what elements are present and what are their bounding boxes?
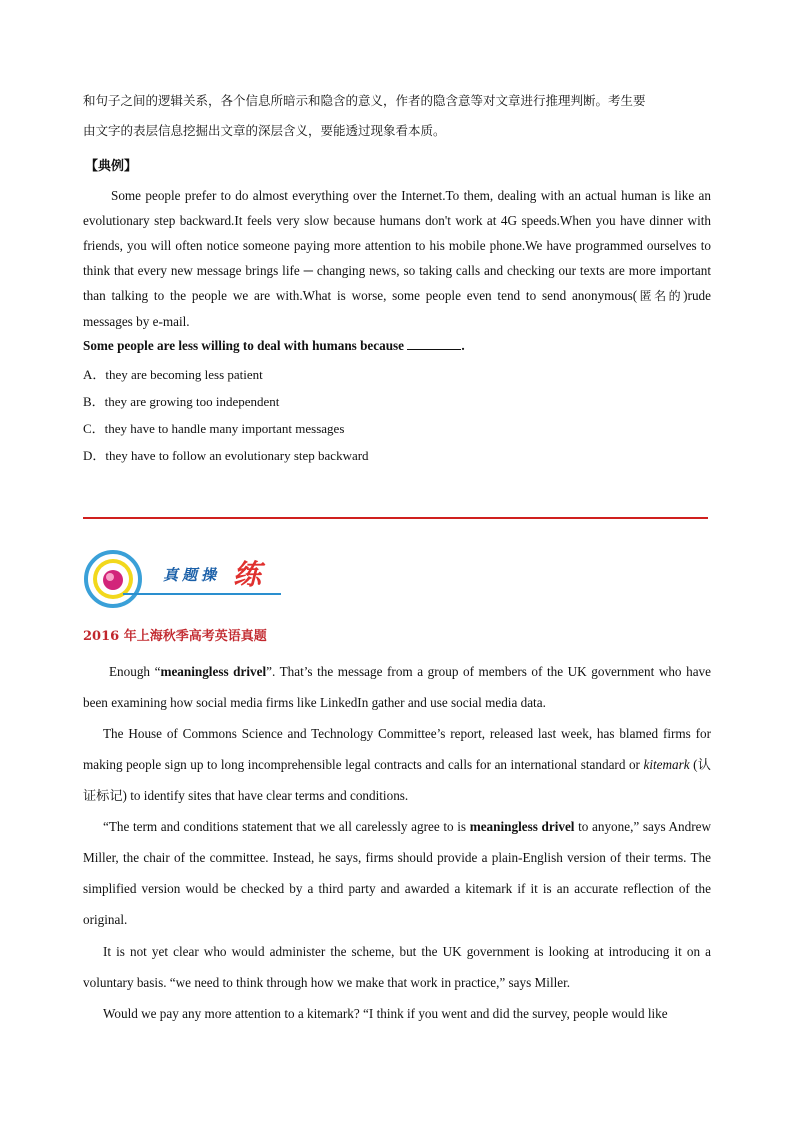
banner-underline <box>123 593 281 595</box>
article-paragraph-5: Would we pay any more attention to a kitemark? “I think if you went and did the survey, people would like <box>103 1006 668 1021</box>
answer-blank <box>407 337 461 350</box>
intro-line-1: 和句子之间的逻辑关系，各个信息所暗示和隐含的意义，作者的隐含意等对文章进行推理判断。考生要 <box>83 93 646 108</box>
intro-line-2: 由文字的表层信息挖掘出文章的深层含义，要能透过现象看本质。 <box>83 123 446 138</box>
option-c: C．they have to handle many important messages <box>83 421 345 436</box>
example-question: Some people are less willing to deal with humans because . <box>83 338 465 353</box>
banner-text: 真题操 <box>163 566 221 584</box>
article-paragraph-4: It is not yet clear who would administer the scheme, but the UK government is looking at introducing it on a voluntary basis. “we need to think through how we make that work in practice,” says Miller. <box>83 944 711 990</box>
example-passage: Some people prefer to do almost everything over the Internet.To them, dealing with an actual human is like an evolutionary step backward.It feels very slow because humans don't work at 4G speeds.When you have dinner with friends, you will often notice someone paying more attention to his mobile phone.We have programmed ourselves to think that every new message brings life ─ changing news, so taking calls and checking our texts are more important than talking to the people we are with.What is worse, some people even tend to send anonymous(匿名的)rude messages by e-mail. <box>83 188 711 329</box>
bold-term: meaningless drivel <box>160 664 267 679</box>
section-banner <box>83 549 283 609</box>
source-heading: 2016 年上海秋季高考英语真题 <box>83 629 267 644</box>
option-b: B．they are growing too independent <box>83 394 280 409</box>
bold-term: meaningless drivel <box>469 819 575 834</box>
example-label: 【典例】 <box>85 159 138 174</box>
option-a: A．they are becoming less patient <box>83 367 263 382</box>
article-paragraph-2: The House of Commons Science and Technology Committee’s report, released last week, has blamed firms for making people sign up to long incomprehensible legal contracts and calls for an international standard or kitemark (认证标记) to identify sites that have clear terms and conditions. <box>83 726 711 803</box>
italic-term: kitemark <box>643 757 690 772</box>
banner-circle-icon <box>83 549 143 609</box>
article-paragraph-3: “The term and conditions statement that we all carelessly agree to is meaningless drivel to anyone,” says Andrew Miller, the chair of the committee. Instead, he says, firms should provide a plain-English version of their terms. The simplified version would be checked by a third party and awarded a kitemark if it is an accurate reflection of the original. <box>83 819 712 927</box>
article-paragraph-1: Enough “meaningless drivel”. That’s the message from a group of members of the UK government who have been examining how social media firms like LinkedIn gather and use social media data. <box>83 664 711 710</box>
section-divider <box>83 517 708 519</box>
banner-big-char: 练 <box>233 558 262 591</box>
passage-gloss: 匿名的 <box>637 289 684 303</box>
option-d: D．they have to follow an evolutionary step backward <box>83 448 369 463</box>
